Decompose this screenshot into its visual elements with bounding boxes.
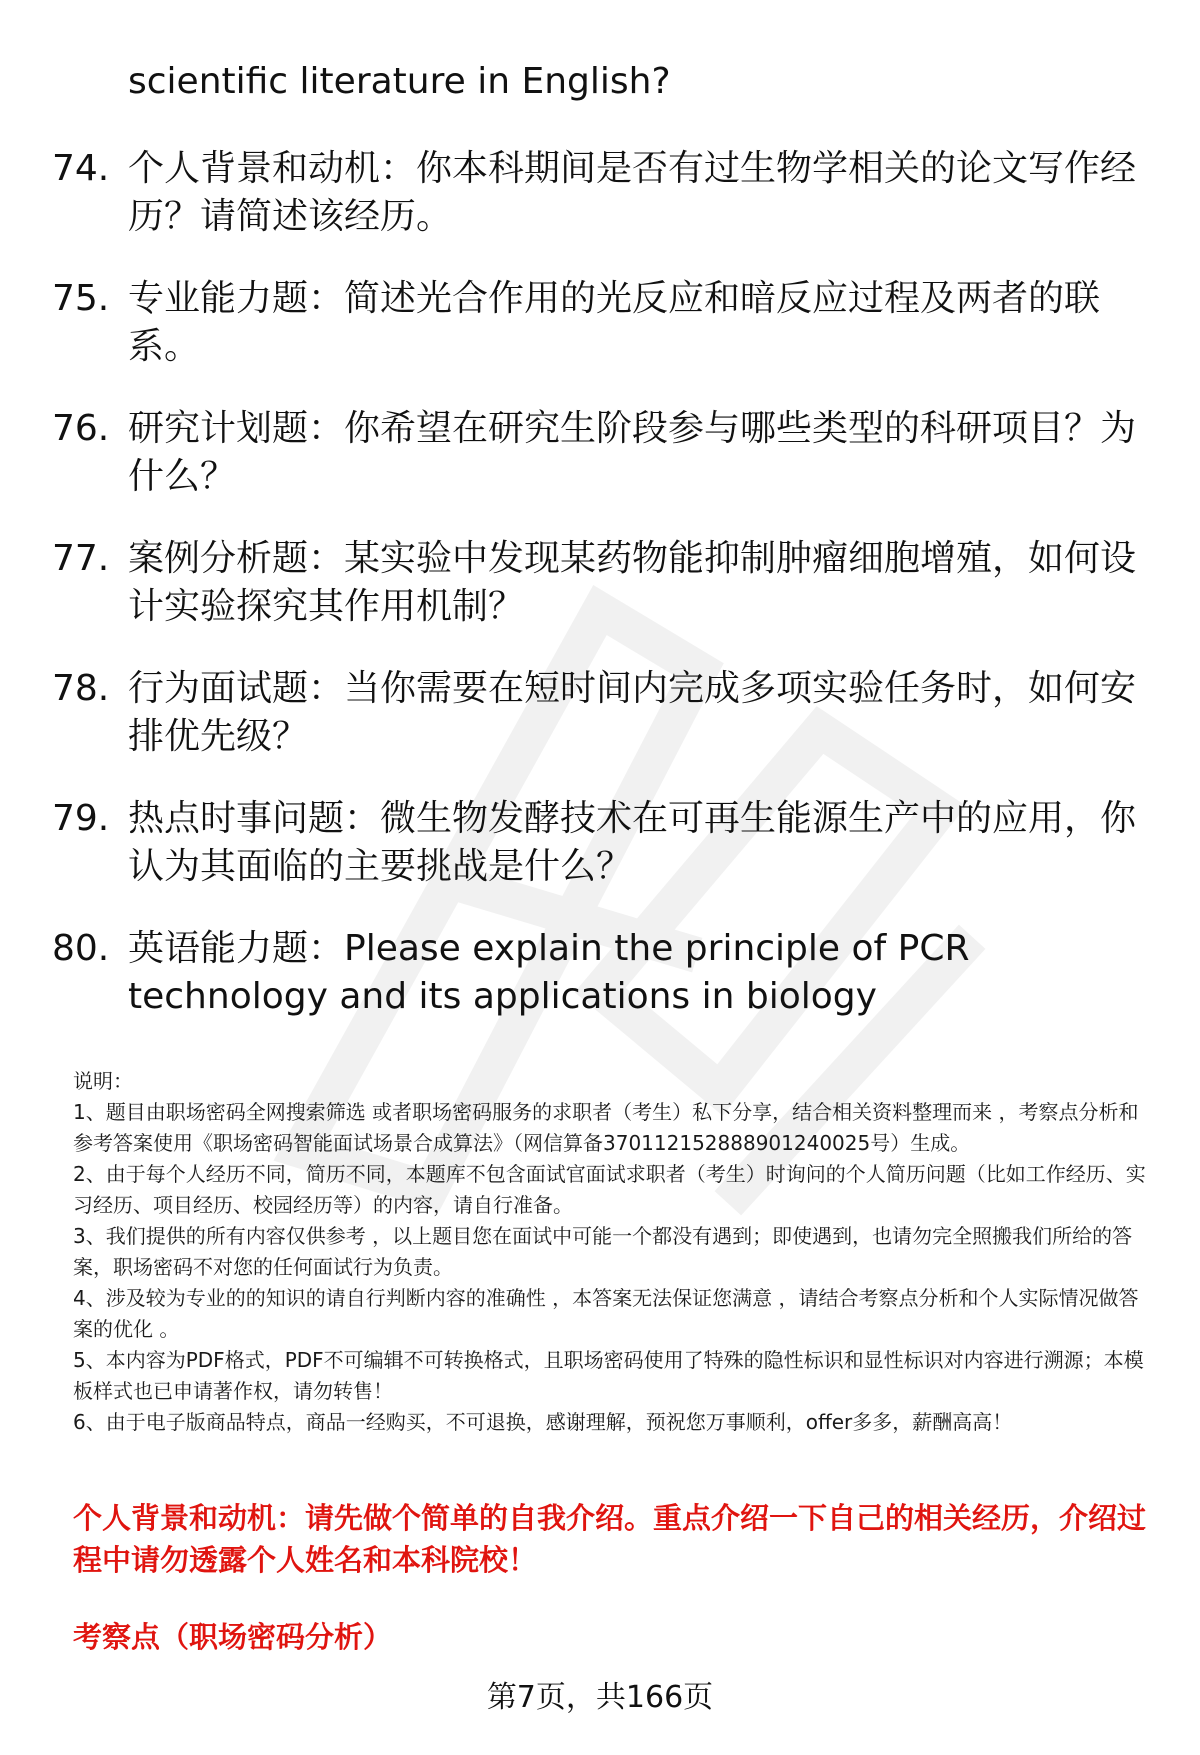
question-text: 个人背景和动机：你本科期间是否有过生物学相关的论文写作经历？请简述该经历。: [128, 148, 1137, 237]
question-number: 80.: [52, 928, 110, 969]
question-item: [52, 665, 1152, 761]
note-item: 4、涉及较为专业的的知识的请自行判断内容的准确性 ，本答案无法保证您满意 ，请结合考察点分析和个人实际情况做答案的优化 。: [73, 1286, 1139, 1341]
question-item: [52, 925, 1152, 1021]
section-label: 考察点（职场密码分析）: [73, 1620, 393, 1654]
notes-section: [73, 1066, 1158, 1438]
question-text: 研究计划题：你希望在研究生阶段参与哪些类型的科研项目？为什么？: [128, 408, 1137, 497]
question-item: [52, 405, 1152, 501]
highlight-question: 个人背景和动机：请先做个简单的自我介绍。重点介绍一下自己的相关经历，介绍过程中请勿透露个人姓名和本科院校！: [73, 1501, 1147, 1577]
question-text: 英语能力题：Please explain the principle of PCR technology and its applications in biology: [128, 928, 970, 1017]
question-number: 78.: [52, 668, 110, 709]
note-item: 2、由于每个人经历不同，简历不同，本题库不包含面试官面试求职者（考生）时询问的个人简历问题（比如工作经历、实习经历、项目经历、校园经历等）的内容，请自行准备。: [73, 1162, 1146, 1217]
question-number: 75.: [52, 278, 110, 319]
question-continuation: scientific literature in English?: [128, 61, 671, 102]
question-text: 热点时事问题：微生物发酵技术在可再生能源生产中的应用，你认为其面临的主要挑战是什么？: [128, 798, 1137, 887]
question-number: 77.: [52, 538, 110, 579]
notes-heading: 说明：: [73, 1069, 133, 1093]
question-text: 行为面试题：当你需要在短时间内完成多项实验任务时，如何安排优先级？: [128, 668, 1137, 757]
question-text: 专业能力题：简述光合作用的光反应和暗反应过程及两者的联系。: [128, 278, 1101, 367]
question-item: [52, 145, 1152, 241]
note-item: 6、由于电子版商品特点，商品一经购买，不可退换，感谢理解，预祝您万事顺利，offer多多，薪酬高高！: [73, 1410, 1013, 1434]
question-item: [52, 795, 1152, 891]
question-number: 74.: [52, 148, 110, 189]
question-list: [52, 145, 1152, 1055]
question-number: 76.: [52, 408, 110, 449]
question-number: 79.: [52, 798, 110, 839]
question-text: 案例分析题：某实验中发现某药物能抑制肿瘤细胞增殖，如何设计实验探究其作用机制？: [128, 538, 1137, 627]
note-item: 3、我们提供的所有内容仅供参考 ，以上题目您在面试中可能一个都没有遇到；即使遇到，也请勿完全照搬我们所给的答案，职场密码不对您的任何面试行为负责。: [73, 1224, 1133, 1279]
question-item: [52, 275, 1152, 371]
note-item: 5、本内容为PDF格式，PDF不可编辑不可转换格式，且职场密码使用了特殊的隐性标识和显性标识对内容进行溯源；本模板样式也已申请著作权，请勿转售！: [73, 1348, 1144, 1403]
question-item: [52, 535, 1152, 631]
page-footer: 第7页，共166页: [486, 1680, 714, 1715]
note-item: 1、题目由职场密码全网搜索筛选 或者职场密码服务的求职者（考生）私下分享，结合相关资料整理而来 ，考察点分析和参考答案使用《职场密码智能面试场景合成算法》（网信算备370112152888901240025号）生成。: [73, 1100, 1139, 1155]
